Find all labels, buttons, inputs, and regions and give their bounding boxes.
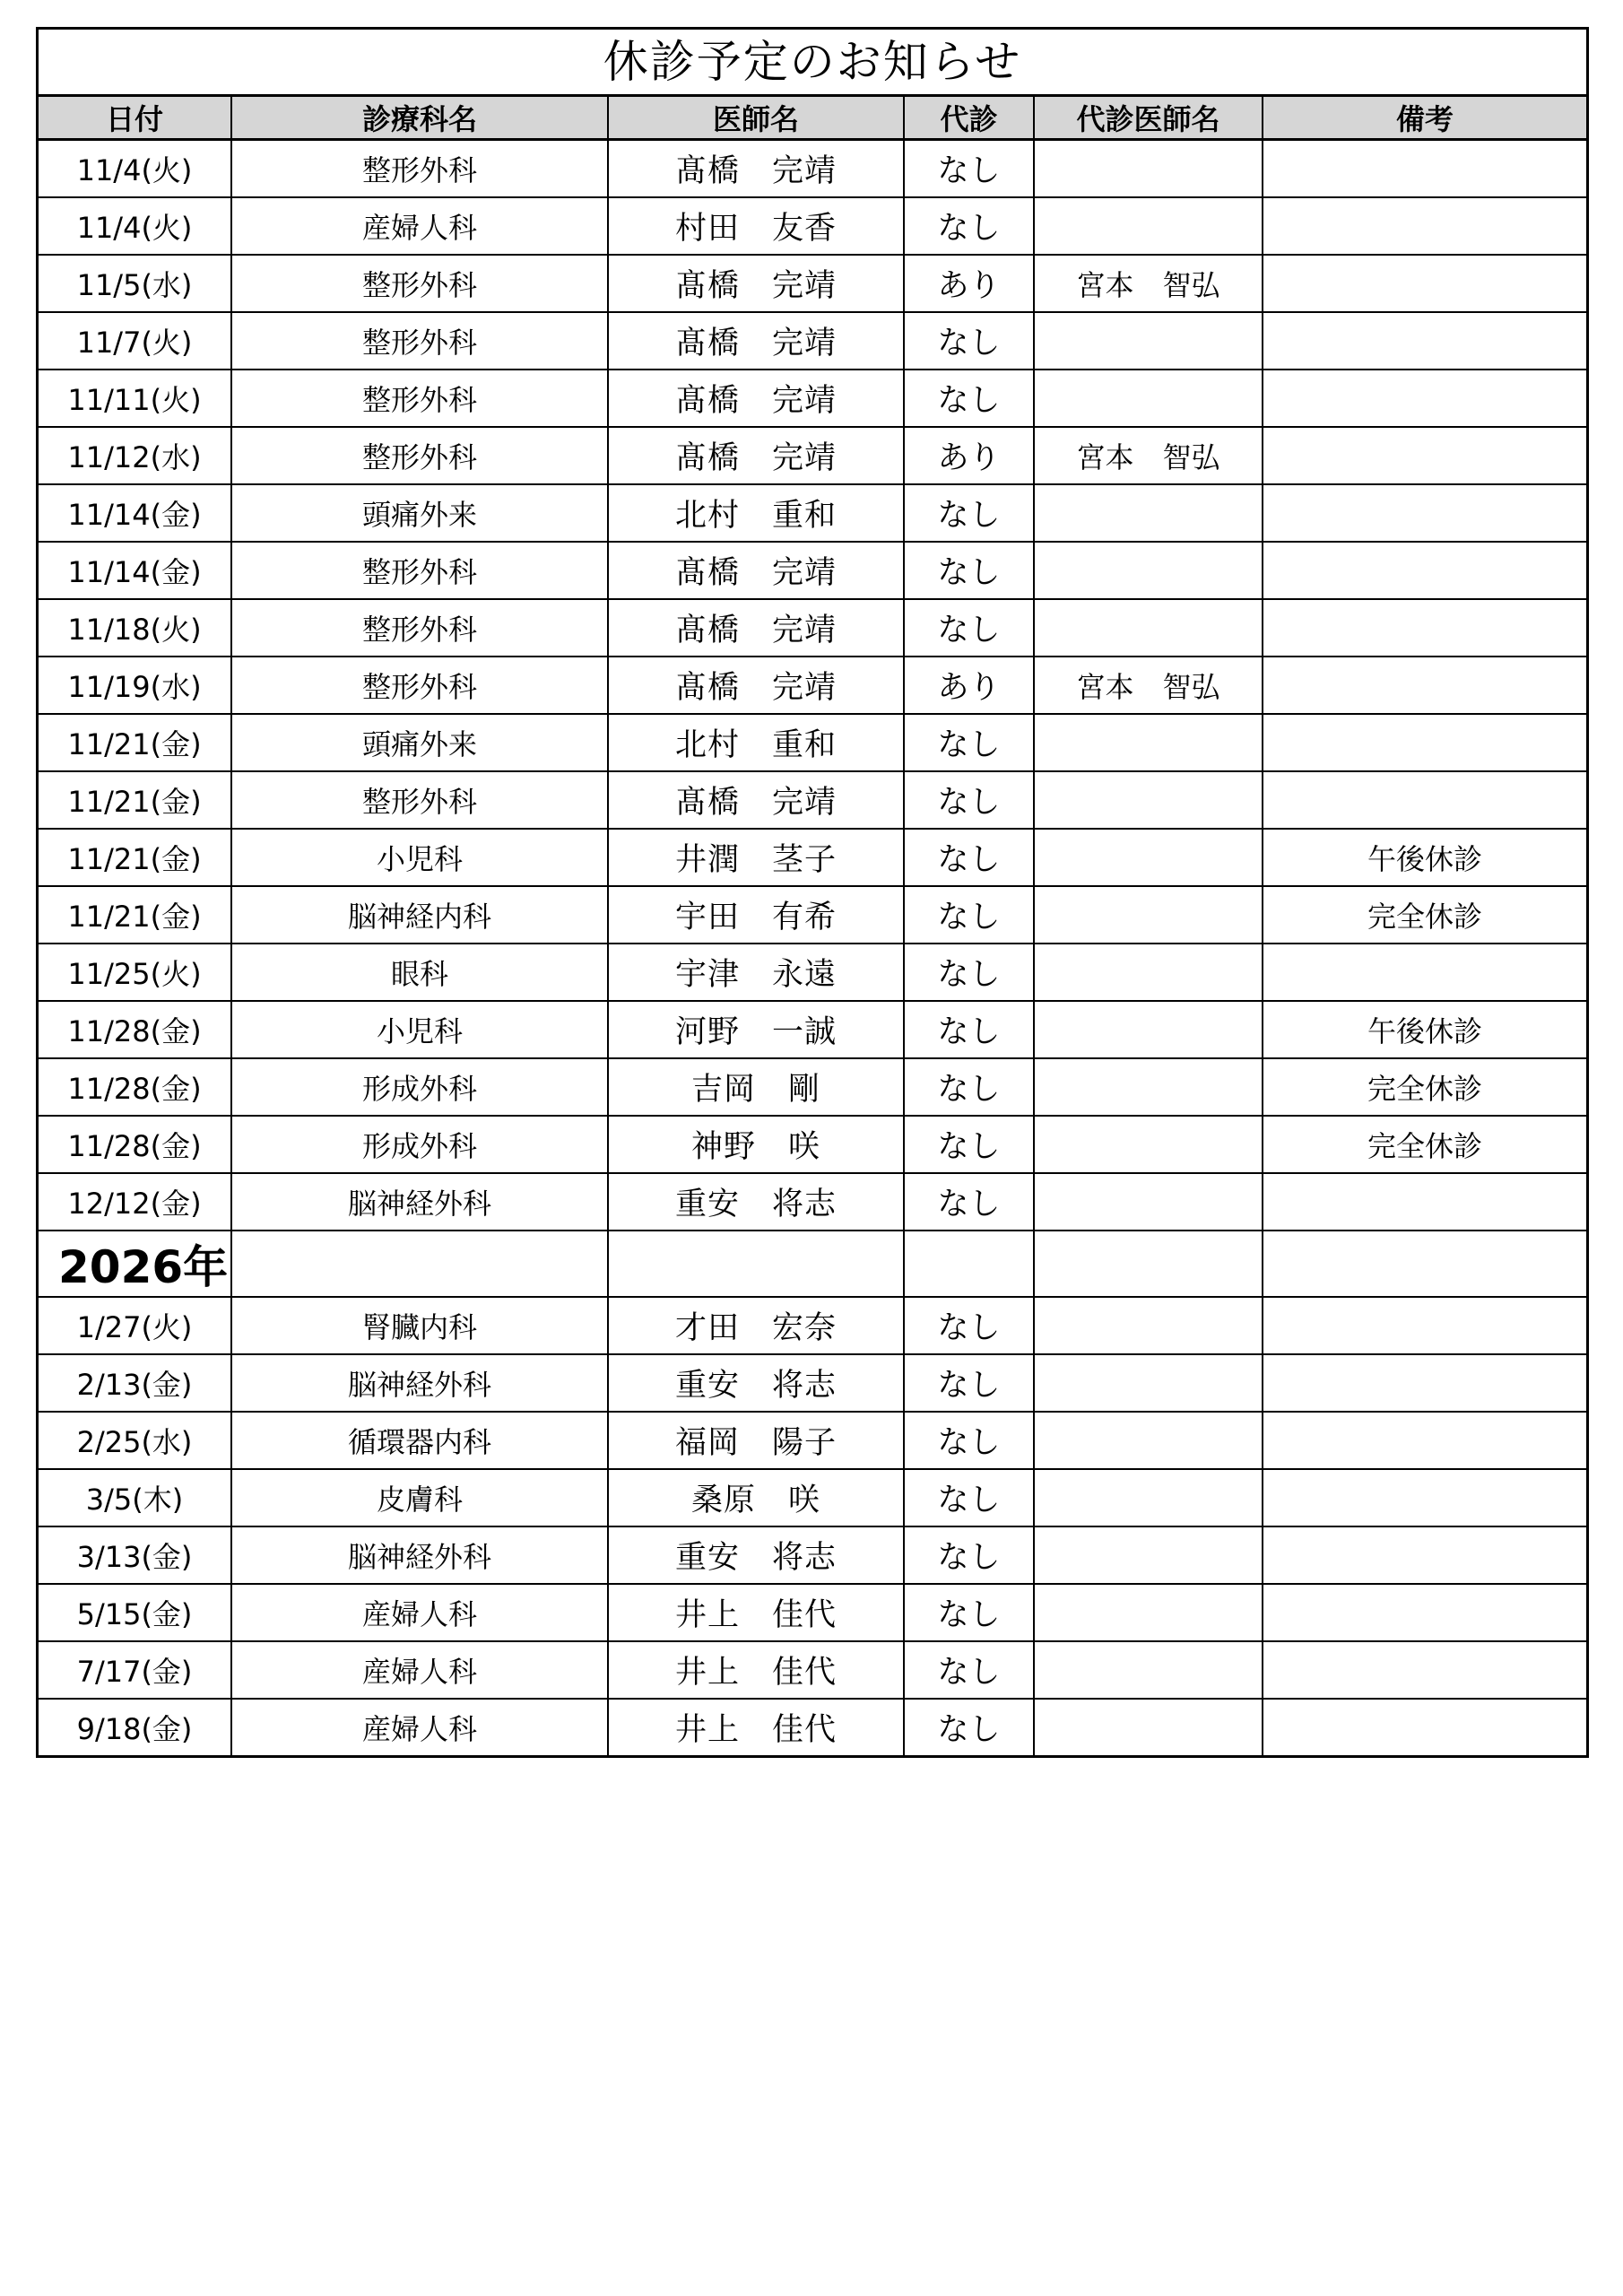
cell-note: [1263, 1641, 1586, 1699]
cell-substitute: あり: [904, 427, 1034, 484]
table-row: [39, 1354, 1586, 1412]
cell-substitute-doctor: [1034, 1584, 1263, 1641]
cell-doctor: 髙橋 完靖: [608, 370, 904, 427]
cell-substitute-doctor: 宮本 智弘: [1034, 657, 1263, 714]
cell-date: 11/12(水): [39, 427, 231, 484]
cell-note: [1263, 542, 1586, 599]
cell-date: 5/15(金): [39, 1584, 231, 1641]
table-row: [39, 140, 1586, 198]
cell-substitute-doctor: [1034, 1116, 1263, 1173]
cell-doctor: 北村 重和: [608, 714, 904, 771]
table-row: [39, 312, 1586, 370]
cell-doctor: 井潤 茎子: [608, 829, 904, 886]
cell-note: [1263, 370, 1586, 427]
cell-substitute: なし: [904, 829, 1034, 886]
cell-date: 9/18(金): [39, 1699, 231, 1755]
table-row: [39, 1116, 1586, 1173]
closure-notice-sheet: [36, 27, 1589, 1758]
cell-substitute: なし: [904, 1354, 1034, 1412]
cell-date: 11/21(金): [39, 886, 231, 944]
cell-substitute-doctor: 宮本 智弘: [1034, 427, 1263, 484]
table-row: [39, 1584, 1586, 1641]
cell-department: 頭痛外来: [231, 714, 608, 771]
cell-substitute: なし: [904, 1526, 1034, 1584]
cell-doctor: 髙橋 完靖: [608, 312, 904, 370]
cell-department: 小児科: [231, 1001, 608, 1058]
table-row: [39, 1469, 1586, 1526]
cell-department: 小児科: [231, 829, 608, 886]
cell-doctor: 髙橋 完靖: [608, 771, 904, 829]
cell-substitute: なし: [904, 1641, 1034, 1699]
cell-substitute: なし: [904, 484, 1034, 542]
cell-substitute-doctor: [1034, 1173, 1263, 1231]
cell-doctor: 重安 将志: [608, 1173, 904, 1231]
cell-doctor: 重安 将志: [608, 1354, 904, 1412]
cell-doctor: 髙橋 完靖: [608, 542, 904, 599]
cell-note: 完全休診: [1263, 886, 1586, 944]
cell-substitute: なし: [904, 1469, 1034, 1526]
table-row: [39, 370, 1586, 427]
table-row: [39, 599, 1586, 657]
cell-substitute: なし: [904, 542, 1034, 599]
cell-date: 11/7(火): [39, 312, 231, 370]
cell-note: [1263, 197, 1586, 255]
cell-date: 11/14(金): [39, 484, 231, 542]
cell-note: [1263, 714, 1586, 771]
cell-department: 循環器内科: [231, 1412, 608, 1469]
table-row: [39, 714, 1586, 771]
cell-date: 11/21(金): [39, 714, 231, 771]
cell-substitute-doctor: [1034, 829, 1263, 886]
cell-date: 11/14(金): [39, 542, 231, 599]
cell-date: 3/13(金): [39, 1526, 231, 1584]
cell-substitute-doctor: [1034, 197, 1263, 255]
cell-date: 12/12(金): [39, 1173, 231, 1231]
cell-note: [1263, 599, 1586, 657]
table-row: [39, 657, 1586, 714]
cell-substitute-doctor: [1034, 542, 1263, 599]
cell-doctor: 宇田 有希: [608, 886, 904, 944]
header-substitute-doctor: 代診医師名: [1034, 97, 1263, 140]
cell-date: 11/18(火): [39, 599, 231, 657]
header-date: 日付: [39, 97, 231, 140]
cell-doctor: 井上 佳代: [608, 1641, 904, 1699]
cell-department: 整形外科: [231, 140, 608, 198]
cell-date: 7/17(金): [39, 1641, 231, 1699]
cell-department: 脳神経外科: [231, 1526, 608, 1584]
cell-substitute-doctor: 宮本 智弘: [1034, 255, 1263, 312]
cell-doctor: 髙橋 完靖: [608, 140, 904, 198]
cell-date: 11/28(金): [39, 1001, 231, 1058]
table-body: [39, 140, 1586, 1756]
cell-department: 整形外科: [231, 542, 608, 599]
closure-schedule-table: [39, 97, 1586, 1755]
cell-substitute: なし: [904, 771, 1034, 829]
year-label: 2026年: [39, 1231, 231, 1297]
cell-date: 11/19(水): [39, 657, 231, 714]
year-separator-row: [39, 1231, 1586, 1297]
cell-department: 産婦人科: [231, 197, 608, 255]
cell-substitute-doctor: [1034, 140, 1263, 198]
cell-department: 産婦人科: [231, 1699, 608, 1755]
cell-note: 午後休診: [1263, 829, 1586, 886]
cell-department: 整形外科: [231, 657, 608, 714]
cell-note: [1263, 771, 1586, 829]
cell-date: 3/5(木): [39, 1469, 231, 1526]
cell-date: 11/4(火): [39, 140, 231, 198]
cell-department: 腎臓内科: [231, 1297, 608, 1354]
table-row: [39, 1641, 1586, 1699]
cell-note: [1263, 255, 1586, 312]
cell-doctor: 桑原 咲: [608, 1469, 904, 1526]
cell-doctor: 才田 宏奈: [608, 1297, 904, 1354]
cell-department: 脳神経内科: [231, 886, 608, 944]
cell-substitute-doctor: [1034, 1526, 1263, 1584]
cell-department: 産婦人科: [231, 1584, 608, 1641]
cell-substitute-doctor: [1034, 370, 1263, 427]
cell-substitute-doctor: [1034, 1699, 1263, 1755]
cell-department: 整形外科: [231, 370, 608, 427]
cell-date: 2/25(水): [39, 1412, 231, 1469]
cell-substitute-doctor: [1034, 1412, 1263, 1469]
cell-department: 眼科: [231, 944, 608, 1001]
cell-note: [1263, 1699, 1586, 1755]
cell-substitute: あり: [904, 657, 1034, 714]
page-title: 休診予定のお知らせ: [39, 30, 1586, 97]
table-row: [39, 1058, 1586, 1116]
table-row: [39, 427, 1586, 484]
cell-doctor: 重安 将志: [608, 1526, 904, 1584]
table-row: [39, 886, 1586, 944]
cell-substitute: なし: [904, 1173, 1034, 1231]
cell-note: [1263, 1173, 1586, 1231]
table-row: [39, 542, 1586, 599]
cell-note: [1263, 1469, 1586, 1526]
cell-department: 脳神経外科: [231, 1354, 608, 1412]
cell-date: 1/27(火): [39, 1297, 231, 1354]
table-header-row: [39, 97, 1586, 140]
cell-doctor: 髙橋 完靖: [608, 427, 904, 484]
cell-substitute: なし: [904, 714, 1034, 771]
cell-date: 11/25(火): [39, 944, 231, 1001]
cell-department: 頭痛外来: [231, 484, 608, 542]
cell-substitute-doctor: [1034, 1641, 1263, 1699]
cell-date: 11/21(金): [39, 771, 231, 829]
cell-note: [1263, 1412, 1586, 1469]
cell-substitute: なし: [904, 1584, 1034, 1641]
cell-substitute-doctor: [1034, 714, 1263, 771]
cell-substitute: なし: [904, 197, 1034, 255]
cell-substitute-doctor: [1034, 312, 1263, 370]
cell-date: 11/11(火): [39, 370, 231, 427]
cell-substitute-doctor: [1034, 944, 1263, 1001]
cell-note: 完全休診: [1263, 1116, 1586, 1173]
empty-cell: [904, 1231, 1034, 1297]
cell-department: 皮膚科: [231, 1469, 608, 1526]
table-row: [39, 944, 1586, 1001]
empty-cell: [1034, 1231, 1263, 1297]
cell-note: [1263, 1297, 1586, 1354]
cell-substitute-doctor: [1034, 484, 1263, 542]
table-row: [39, 1001, 1586, 1058]
table-row: [39, 1699, 1586, 1755]
table-row: [39, 255, 1586, 312]
cell-note: [1263, 312, 1586, 370]
cell-doctor: 村田 友香: [608, 197, 904, 255]
cell-substitute: なし: [904, 312, 1034, 370]
cell-date: 11/5(水): [39, 255, 231, 312]
cell-substitute-doctor: [1034, 886, 1263, 944]
cell-doctor: 髙橋 完靖: [608, 255, 904, 312]
cell-doctor: 福岡 陽子: [608, 1412, 904, 1469]
cell-doctor: 河野 一誠: [608, 1001, 904, 1058]
empty-cell: [608, 1231, 904, 1297]
cell-substitute-doctor: [1034, 1297, 1263, 1354]
cell-substitute-doctor: [1034, 1001, 1263, 1058]
cell-department: 形成外科: [231, 1116, 608, 1173]
cell-substitute: なし: [904, 1699, 1034, 1755]
cell-doctor: 神野 咲: [608, 1116, 904, 1173]
cell-department: 整形外科: [231, 427, 608, 484]
cell-date: 11/4(火): [39, 197, 231, 255]
cell-substitute-doctor: [1034, 599, 1263, 657]
cell-note: [1263, 484, 1586, 542]
cell-substitute-doctor: [1034, 1058, 1263, 1116]
cell-substitute: あり: [904, 255, 1034, 312]
header-doctor: 医師名: [608, 97, 904, 140]
cell-note: [1263, 140, 1586, 198]
cell-note: [1263, 1354, 1586, 1412]
table-row: [39, 1526, 1586, 1584]
cell-substitute: なし: [904, 944, 1034, 1001]
table-row: [39, 1173, 1586, 1231]
cell-note: [1263, 944, 1586, 1001]
cell-department: 整形外科: [231, 599, 608, 657]
table-row: [39, 771, 1586, 829]
cell-doctor: 井上 佳代: [608, 1699, 904, 1755]
cell-doctor: 井上 佳代: [608, 1584, 904, 1641]
cell-date: 2/13(金): [39, 1354, 231, 1412]
cell-doctor: 吉岡 剛: [608, 1058, 904, 1116]
table-row: [39, 197, 1586, 255]
empty-cell: [231, 1231, 608, 1297]
cell-note: 午後休診: [1263, 1001, 1586, 1058]
cell-doctor: 髙橋 完靖: [608, 657, 904, 714]
header-department: 診療科名: [231, 97, 608, 140]
cell-department: 整形外科: [231, 771, 608, 829]
cell-substitute-doctor: [1034, 1354, 1263, 1412]
table-row: [39, 1412, 1586, 1469]
cell-substitute: なし: [904, 370, 1034, 427]
cell-substitute: なし: [904, 1116, 1034, 1173]
cell-note: [1263, 1584, 1586, 1641]
cell-note: [1263, 657, 1586, 714]
header-note: 備考: [1263, 97, 1586, 140]
cell-department: 整形外科: [231, 312, 608, 370]
cell-date: 11/21(金): [39, 829, 231, 886]
table-row: [39, 1297, 1586, 1354]
cell-date: 11/28(金): [39, 1058, 231, 1116]
cell-substitute: なし: [904, 1001, 1034, 1058]
cell-substitute-doctor: [1034, 771, 1263, 829]
cell-doctor: 北村 重和: [608, 484, 904, 542]
cell-department: 形成外科: [231, 1058, 608, 1116]
cell-substitute: なし: [904, 140, 1034, 198]
cell-substitute: なし: [904, 886, 1034, 944]
cell-department: 脳神経外科: [231, 1173, 608, 1231]
cell-note: 完全休診: [1263, 1058, 1586, 1116]
table-row: [39, 829, 1586, 886]
cell-doctor: 髙橋 完靖: [608, 599, 904, 657]
cell-department: 産婦人科: [231, 1641, 608, 1699]
cell-note: [1263, 1526, 1586, 1584]
cell-substitute: なし: [904, 599, 1034, 657]
cell-substitute: なし: [904, 1412, 1034, 1469]
cell-doctor: 宇津 永遠: [608, 944, 904, 1001]
cell-substitute: なし: [904, 1058, 1034, 1116]
header-substitute: 代診: [904, 97, 1034, 140]
cell-note: [1263, 427, 1586, 484]
cell-substitute-doctor: [1034, 1469, 1263, 1526]
cell-department: 整形外科: [231, 255, 608, 312]
empty-cell: [1263, 1231, 1586, 1297]
table-row: [39, 484, 1586, 542]
cell-date: 11/28(金): [39, 1116, 231, 1173]
cell-substitute: なし: [904, 1297, 1034, 1354]
